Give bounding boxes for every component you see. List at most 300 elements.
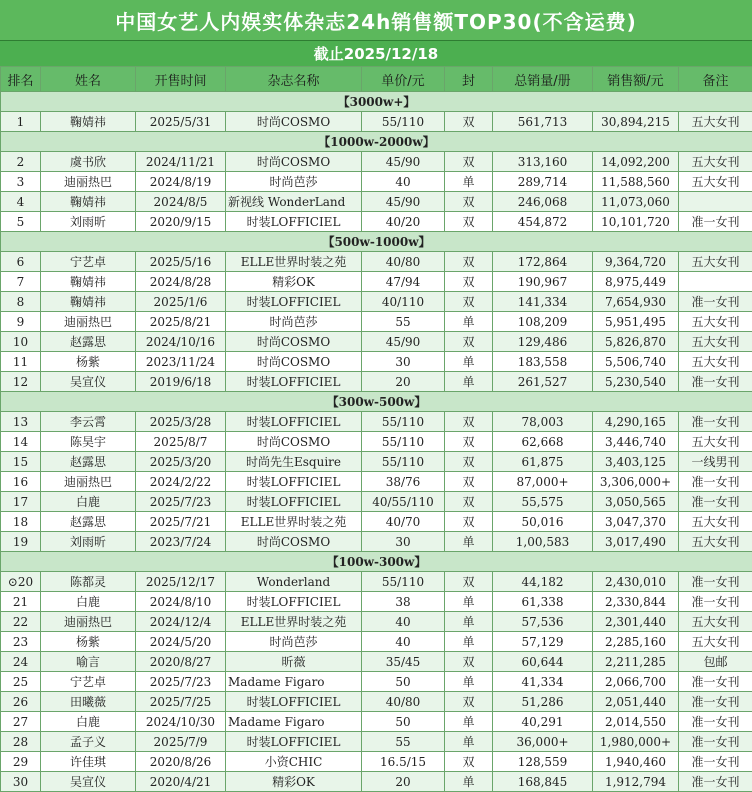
cell-revenue: 11,073,060 (593, 192, 679, 212)
cell-date: 2025/12/17 (136, 572, 226, 592)
range-band-row (1, 392, 752, 412)
cell-magazine: 时装LOFFICIEL (226, 292, 362, 312)
cell-price: 40/80 (362, 692, 445, 712)
cell-price: 40 (362, 632, 445, 652)
cell-price: 40/20 (362, 212, 445, 232)
cell-cover: 双 (445, 572, 493, 592)
cell-revenue: 11,588,560 (593, 172, 679, 192)
cell-note: 五大女刊 (679, 112, 752, 132)
col-header-rank: 排名 (1, 67, 41, 92)
cell-volume: 246,068 (493, 192, 593, 212)
cell-price: 55 (362, 732, 445, 752)
cell-price: 20 (362, 772, 445, 792)
cell-note: 五大女刊 (679, 332, 752, 352)
col-header-magazine: 杂志名称 (226, 67, 362, 92)
cell-volume: 261,527 (493, 372, 593, 392)
cell-note: 准一女刊 (679, 292, 752, 312)
cell-note: 五大女刊 (679, 532, 752, 552)
cell-magazine: Wonderland (226, 572, 362, 592)
cell-note: 准一女刊 (679, 492, 752, 512)
cell-price: 55/110 (362, 452, 445, 472)
cell-cover: 单 (445, 632, 493, 652)
cell-volume: 57,129 (493, 632, 593, 652)
cell-note: 五大女刊 (679, 172, 752, 192)
cell-name: 李云霄 (41, 412, 136, 432)
cell-magazine: 新视线 WonderLand (226, 192, 362, 212)
range-band-label: 【1000w-2000w】 (1, 132, 752, 152)
cell-revenue: 3,446,740 (593, 432, 679, 452)
cell-date: 2019/6/18 (136, 372, 226, 392)
cell-date: 2025/5/16 (136, 252, 226, 272)
cell-revenue: 2,014,550 (593, 712, 679, 732)
cell-volume: 129,486 (493, 332, 593, 352)
cell-rank: 6 (1, 252, 41, 272)
cell-volume: 36,000+ (493, 732, 593, 752)
range-band-label: 【100w-300w】 (1, 552, 752, 572)
cell-rank: 27 (1, 712, 41, 732)
page-title: 中国女艺人内娱实体杂志24h销售额TOP30(不含运费) (0, 0, 752, 40)
cell-cover: 双 (445, 512, 493, 532)
cell-name: 吴宣仪 (41, 372, 136, 392)
cell-revenue: 1,940,460 (593, 752, 679, 772)
cell-note: 准一女刊 (679, 572, 752, 592)
cell-rank: 26 (1, 692, 41, 712)
cell-revenue: 2,330,844 (593, 592, 679, 612)
cell-cover: 单 (445, 172, 493, 192)
cell-price: 45/90 (362, 152, 445, 172)
cell-revenue: 2,301,440 (593, 612, 679, 632)
cell-note: 五大女刊 (679, 432, 752, 452)
cell-price: 38 (362, 592, 445, 612)
cell-note: 五大女刊 (679, 312, 752, 332)
cell-magazine: 小资CHIC (226, 752, 362, 772)
cell-rank: 3 (1, 172, 41, 192)
cell-date: 2024/8/10 (136, 592, 226, 612)
col-header-cover: 封 (445, 67, 493, 92)
range-band-row (1, 132, 752, 152)
cell-name: 刘雨昕 (41, 532, 136, 552)
table-row (1, 452, 752, 472)
cell-rank: 2 (1, 152, 41, 172)
cell-magazine: Madame Figaro (226, 712, 362, 732)
cell-name: 吴宣仪 (41, 772, 136, 792)
cell-cover: 双 (445, 752, 493, 772)
cell-date: 2025/7/23 (136, 492, 226, 512)
cell-note: 准一女刊 (679, 712, 752, 732)
cell-rank: 19 (1, 532, 41, 552)
cell-volume: 454,872 (493, 212, 593, 232)
range-band-row (1, 552, 752, 572)
cell-revenue: 2,066,700 (593, 672, 679, 692)
cell-revenue: 5,826,870 (593, 332, 679, 352)
col-header-revenue: 销售额/元 (593, 67, 679, 92)
cell-revenue: 3,403,125 (593, 452, 679, 472)
table-row (1, 572, 752, 592)
col-header-name: 姓名 (41, 67, 136, 92)
cell-rank: 9 (1, 312, 41, 332)
cell-rank: 12 (1, 372, 41, 392)
cell-cover: 双 (445, 492, 493, 512)
cell-rank: 8 (1, 292, 41, 312)
cell-note: 包邮 (679, 652, 752, 672)
cell-rank: 21 (1, 592, 41, 612)
table-row (1, 492, 752, 512)
col-header-price: 单价/元 (362, 67, 445, 92)
cell-rank: 13 (1, 412, 41, 432)
cell-note: 准一女刊 (679, 752, 752, 772)
cell-price: 55/110 (362, 412, 445, 432)
range-band-label: 【300w-500w】 (1, 392, 752, 412)
cell-cover: 双 (445, 412, 493, 432)
cell-note: 五大女刊 (679, 352, 752, 372)
cell-rank: 11 (1, 352, 41, 372)
cell-rank: 24 (1, 652, 41, 672)
table-row (1, 772, 752, 792)
cell-name: 杨紫 (41, 352, 136, 372)
cell-price: 38/76 (362, 472, 445, 492)
cell-volume: 141,334 (493, 292, 593, 312)
cell-date: 2025/3/28 (136, 412, 226, 432)
cell-name: 白鹿 (41, 592, 136, 612)
cell-volume: 62,668 (493, 432, 593, 452)
range-band-label: 【500w-1000w】 (1, 232, 752, 252)
cell-volume: 57,536 (493, 612, 593, 632)
cell-cover: 单 (445, 312, 493, 332)
cell-magazine: 时尚先生Esquire (226, 452, 362, 472)
cell-note (679, 272, 752, 292)
cell-note (679, 192, 752, 212)
cell-revenue: 2,211,285 (593, 652, 679, 672)
cell-magazine: 时尚COSMO (226, 352, 362, 372)
cell-name: 喻言 (41, 652, 136, 672)
cell-revenue: 3,047,370 (593, 512, 679, 532)
cell-revenue: 1,980,000+ (593, 732, 679, 752)
cell-name: 迪丽热巴 (41, 612, 136, 632)
table-row (1, 352, 752, 372)
cell-price: 55/110 (362, 572, 445, 592)
cell-price: 47/94 (362, 272, 445, 292)
cell-rank: 15 (1, 452, 41, 472)
cell-cover: 双 (445, 332, 493, 352)
cell-magazine: 时装LOFFICIEL (226, 472, 362, 492)
cell-note: 准一女刊 (679, 592, 752, 612)
cell-magazine: 时尚COSMO (226, 432, 362, 452)
cell-date: 2020/9/15 (136, 212, 226, 232)
cell-cover: 双 (445, 692, 493, 712)
cell-cover: 双 (445, 292, 493, 312)
cell-cover: 单 (445, 672, 493, 692)
cell-cover: 双 (445, 112, 493, 132)
cell-name: 迪丽热巴 (41, 172, 136, 192)
cell-cover: 单 (445, 592, 493, 612)
cell-rank: 23 (1, 632, 41, 652)
cell-magazine: 时装LOFFICIEL (226, 492, 362, 512)
cell-volume: 60,644 (493, 652, 593, 672)
cell-date: 2024/10/16 (136, 332, 226, 352)
cell-volume: 172,864 (493, 252, 593, 272)
cell-note: 五大女刊 (679, 512, 752, 532)
cell-name: 白鹿 (41, 492, 136, 512)
cell-revenue: 30,894,215 (593, 112, 679, 132)
table-row (1, 532, 752, 552)
cell-cover: 双 (445, 432, 493, 452)
cell-note: 五大女刊 (679, 632, 752, 652)
cell-cover: 单 (445, 732, 493, 752)
cell-rank: 16 (1, 472, 41, 492)
cell-rank: 30 (1, 772, 41, 792)
cell-price: 45/90 (362, 192, 445, 212)
cell-magazine: 时尚芭莎 (226, 632, 362, 652)
cell-magazine: ELLE世界时装之苑 (226, 252, 362, 272)
cell-cover: 双 (445, 272, 493, 292)
table-row (1, 592, 752, 612)
cell-note: 准一女刊 (679, 212, 752, 232)
cell-volume: 190,967 (493, 272, 593, 292)
cell-rank: 29 (1, 752, 41, 772)
cell-rank: 1 (1, 112, 41, 132)
table-row (1, 432, 752, 452)
cell-revenue: 2,285,160 (593, 632, 679, 652)
cell-date: 2024/8/28 (136, 272, 226, 292)
range-band-row (1, 232, 752, 252)
cell-volume: 61,875 (493, 452, 593, 472)
cell-magazine: 时尚芭莎 (226, 172, 362, 192)
cell-volume: 50,016 (493, 512, 593, 532)
cell-magazine: Madame Figaro (226, 672, 362, 692)
cell-magazine: 时装LOFFICIEL (226, 372, 362, 392)
cell-revenue: 3,017,490 (593, 532, 679, 552)
cell-volume: 183,558 (493, 352, 593, 372)
table-row (1, 672, 752, 692)
cell-rank: 10 (1, 332, 41, 352)
cell-note: 五大女刊 (679, 152, 752, 172)
cell-rank: 18 (1, 512, 41, 532)
cell-magazine: 精彩OK (226, 772, 362, 792)
cell-magazine: 时装LOFFICIEL (226, 212, 362, 232)
cell-price: 55/110 (362, 112, 445, 132)
cell-cover: 单 (445, 352, 493, 372)
cell-price: 40 (362, 172, 445, 192)
cell-volume: 40,291 (493, 712, 593, 732)
cell-rank: 5 (1, 212, 41, 232)
table-row (1, 692, 752, 712)
cell-date: 2020/4/21 (136, 772, 226, 792)
table-row (1, 372, 752, 392)
table-row (1, 652, 752, 672)
cell-cover: 单 (445, 772, 493, 792)
cell-price: 45/90 (362, 332, 445, 352)
cell-price: 40/70 (362, 512, 445, 532)
cell-rank: 25 (1, 672, 41, 692)
cell-volume: 168,845 (493, 772, 593, 792)
cell-date: 2025/7/25 (136, 692, 226, 712)
cell-cover: 双 (445, 252, 493, 272)
cell-volume: 78,003 (493, 412, 593, 432)
cell-revenue: 5,506,740 (593, 352, 679, 372)
cell-revenue: 4,290,165 (593, 412, 679, 432)
cell-volume: 561,713 (493, 112, 593, 132)
cell-rank: 14 (1, 432, 41, 452)
table-row (1, 312, 752, 332)
cell-note: 五大女刊 (679, 252, 752, 272)
table-row (1, 112, 752, 132)
cell-price: 40/80 (362, 252, 445, 272)
cell-name: 赵露思 (41, 332, 136, 352)
cell-date: 2025/3/20 (136, 452, 226, 472)
cell-volume: 87,000+ (493, 472, 593, 492)
cell-name: 宁艺卓 (41, 672, 136, 692)
table-row (1, 272, 752, 292)
cell-volume: 55,575 (493, 492, 593, 512)
cell-name: 迪丽热巴 (41, 312, 136, 332)
cell-revenue: 2,430,010 (593, 572, 679, 592)
cell-magazine: 时装LOFFICIEL (226, 732, 362, 752)
cell-magazine: 精彩OK (226, 272, 362, 292)
cell-price: 50 (362, 712, 445, 732)
cell-price: 55/110 (362, 432, 445, 452)
cell-name: 陈都灵 (41, 572, 136, 592)
cell-name: 鞠婧祎 (41, 292, 136, 312)
col-header-date: 开售时间 (136, 67, 226, 92)
cell-name: 陈昊宇 (41, 432, 136, 452)
cell-date: 2025/7/23 (136, 672, 226, 692)
cell-date: 2020/8/26 (136, 752, 226, 772)
cell-volume: 44,182 (493, 572, 593, 592)
cell-name: 虞书欣 (41, 152, 136, 172)
cell-date: 2025/8/7 (136, 432, 226, 452)
cell-price: 40/55/110 (362, 492, 445, 512)
cell-revenue: 14,092,200 (593, 152, 679, 172)
cell-date: 2024/5/20 (136, 632, 226, 652)
cell-revenue: 7,654,930 (593, 292, 679, 312)
cell-cover: 双 (445, 452, 493, 472)
cell-date: 2024/12/4 (136, 612, 226, 632)
cell-revenue: 2,051,440 (593, 692, 679, 712)
table-row (1, 172, 752, 192)
table-header-row (1, 67, 752, 92)
cell-name: 白鹿 (41, 712, 136, 732)
cell-price: 40 (362, 612, 445, 632)
cell-date: 2024/11/21 (136, 152, 226, 172)
cell-cover: 双 (445, 472, 493, 492)
cell-name: 田曦薇 (41, 692, 136, 712)
cell-date: 2024/8/5 (136, 192, 226, 212)
cell-note: 准一女刊 (679, 672, 752, 692)
cell-price: 50 (362, 672, 445, 692)
cell-magazine: 时装LOFFICIEL (226, 692, 362, 712)
cell-date: 2024/8/19 (136, 172, 226, 192)
cell-revenue: 5,230,540 (593, 372, 679, 392)
cell-revenue: 5,951,495 (593, 312, 679, 332)
cell-magazine: 时尚芭莎 (226, 312, 362, 332)
range-band-row (1, 92, 752, 112)
table-row (1, 292, 752, 312)
cell-volume: 51,286 (493, 692, 593, 712)
cell-revenue: 1,912,794 (593, 772, 679, 792)
table-row (1, 612, 752, 632)
cell-date: 2025/8/21 (136, 312, 226, 332)
range-band-label: 【3000w+】 (1, 92, 752, 112)
cell-volume: 128,559 (493, 752, 593, 772)
table-row (1, 252, 752, 272)
cell-name: 鞠婧祎 (41, 272, 136, 292)
cell-volume: 1,00,583 (493, 532, 593, 552)
cell-date: 2023/11/24 (136, 352, 226, 372)
table-row (1, 412, 752, 432)
table-row (1, 472, 752, 492)
cell-note: 准一女刊 (679, 772, 752, 792)
table-row (1, 332, 752, 352)
cell-cover: 双 (445, 152, 493, 172)
table-row (1, 752, 752, 772)
cell-date: 2020/8/27 (136, 652, 226, 672)
cell-magazine: 昕薇 (226, 652, 362, 672)
cell-cover: 双 (445, 652, 493, 672)
cell-note: 一线男刊 (679, 452, 752, 472)
page-subtitle: 截止2025/12/18 (0, 40, 752, 66)
table-row (1, 712, 752, 732)
cell-price: 55 (362, 312, 445, 332)
cell-price: 16.5/15 (362, 752, 445, 772)
cell-volume: 41,334 (493, 672, 593, 692)
cell-revenue: 10,101,720 (593, 212, 679, 232)
cell-volume: 313,160 (493, 152, 593, 172)
cell-magazine: 时装LOFFICIEL (226, 592, 362, 612)
cell-date: 2025/5/31 (136, 112, 226, 132)
cell-name: 鞠婧祎 (41, 112, 136, 132)
table-row (1, 732, 752, 752)
cell-rank: 4 (1, 192, 41, 212)
cell-name: 赵露思 (41, 452, 136, 472)
cell-name: 赵露思 (41, 512, 136, 532)
cell-note: 准一女刊 (679, 692, 752, 712)
cell-rank: 17 (1, 492, 41, 512)
cell-name: 杨紫 (41, 632, 136, 652)
cell-magazine: ELLE世界时装之苑 (226, 612, 362, 632)
cell-volume: 289,714 (493, 172, 593, 192)
col-header-volume: 总销量/册 (493, 67, 593, 92)
table-row (1, 152, 752, 172)
ranking-table (0, 66, 752, 792)
cell-date: 2025/7/21 (136, 512, 226, 532)
cell-cover: 双 (445, 212, 493, 232)
cell-price: 40/110 (362, 292, 445, 312)
cell-revenue: 3,050,565 (593, 492, 679, 512)
cell-cover: 单 (445, 372, 493, 392)
cell-price: 35/45 (362, 652, 445, 672)
cell-name: 宁艺卓 (41, 252, 136, 272)
cell-name: 鞠婧祎 (41, 192, 136, 212)
cell-date: 2024/10/30 (136, 712, 226, 732)
cell-name: 迪丽热巴 (41, 472, 136, 492)
cell-note: 准一女刊 (679, 412, 752, 432)
cell-revenue: 9,364,720 (593, 252, 679, 272)
cell-rank: ⊙20 (1, 572, 41, 592)
cell-magazine: ELLE世界时装之苑 (226, 512, 362, 532)
cell-volume: 108,209 (493, 312, 593, 332)
table-row (1, 212, 752, 232)
cell-price: 30 (362, 532, 445, 552)
cell-rank: 28 (1, 732, 41, 752)
cell-date: 2024/2/22 (136, 472, 226, 492)
cell-rank: 7 (1, 272, 41, 292)
cell-cover: 单 (445, 712, 493, 732)
cell-name: 孟子义 (41, 732, 136, 752)
col-header-note: 备注 (679, 67, 752, 92)
cell-cover: 单 (445, 612, 493, 632)
cell-revenue: 8,975,449 (593, 272, 679, 292)
cell-note: 准一女刊 (679, 372, 752, 392)
